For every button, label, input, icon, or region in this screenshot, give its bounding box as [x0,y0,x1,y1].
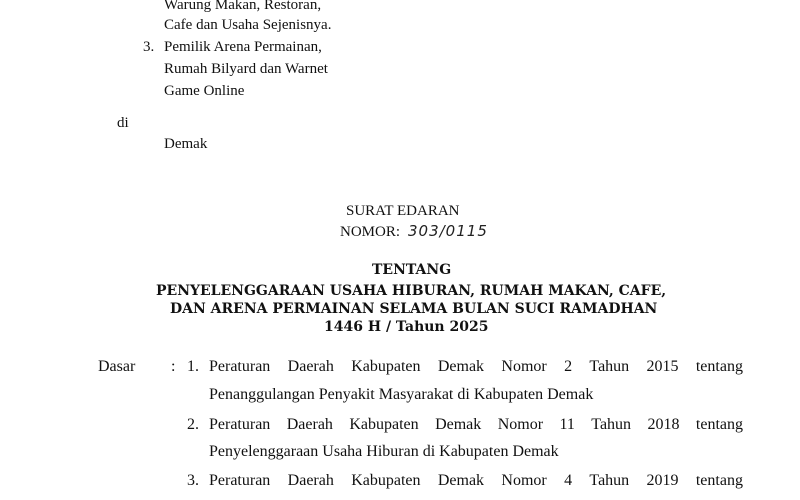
word: Peraturan [209,472,271,489]
recipient-3-line-2: Rumah Bilyard dan Warnet [164,61,328,77]
word: Demak [435,416,482,433]
word: tentang [695,472,743,489]
basis-item-1-line-1 [209,358,743,376]
word: Kabupaten [349,416,419,433]
letter-number-value: 303/0115 [408,222,488,240]
word: Daerah [287,472,334,489]
subject-line-2: DAN ARENA PERMAINAN SELAMA BULAN SUCI RAMADHAN [170,301,658,317]
recipient-3-line-1: Pemilik Arena Permainan, [164,39,322,55]
word: 2019 [646,472,679,489]
word: Peraturan [209,416,271,433]
letter-type: SURAT EDARAN [346,203,460,219]
basis-item-2-line-1 [209,416,743,434]
word: Nomor [497,416,544,433]
basis-item-1-number: 1. [187,358,199,375]
word: 2018 [647,416,680,433]
basis-item-3-number: 3. [187,472,199,489]
word: tentang [695,416,743,433]
basis-item-2-number: 2. [187,416,199,433]
word: Daerah [286,416,333,433]
letter-number-label: NOMOR: [340,224,401,240]
subject-line-1: PENYELENGGARAAN USAHA HIBURAN, RUMAH MAKAN, CAFE, [156,283,667,299]
word: Nomor [501,358,547,375]
basis-colon: : [171,358,176,375]
word: Tahun [589,472,630,489]
word: tentang [695,358,743,375]
word: Tahun [589,358,630,375]
word: Kabupaten [351,358,421,375]
recipient-3-line-3: Game Online [164,83,245,99]
recipient-2-line-2: Cafe dan Usaha Sejenisnya. [164,17,332,33]
word: 2015 [646,358,679,375]
location-di: di [117,115,129,131]
word: Kabupaten [351,472,421,489]
subject-heading: TENTANG [372,262,452,278]
basis-item-1-line-2: Penanggulangan Penyakit Masyarakat di Kabupaten Demak [209,386,594,403]
word: Demak [437,472,485,489]
word: Peraturan [209,358,271,375]
basis-item-2-line-2: Penyelenggaraan Usaha Hiburan di Kabupaten Demak [209,443,559,460]
word: Tahun [591,416,632,433]
word: Demak [437,358,485,375]
subject-line-3: 1446 H / Tahun 2025 [324,319,489,335]
word: 11 [559,416,575,433]
basis-label: Dasar [98,358,136,375]
word: 4 [564,472,573,489]
basis-item-3-line-1 [209,472,743,490]
word: Nomor [501,472,547,489]
recipient-3-number: 3. [143,39,155,55]
recipient-2-line-1: Warung Makan, Restoran, [164,0,322,13]
word: Daerah [287,358,334,375]
word: 2 [564,358,573,375]
location-place: Demak [164,136,208,152]
